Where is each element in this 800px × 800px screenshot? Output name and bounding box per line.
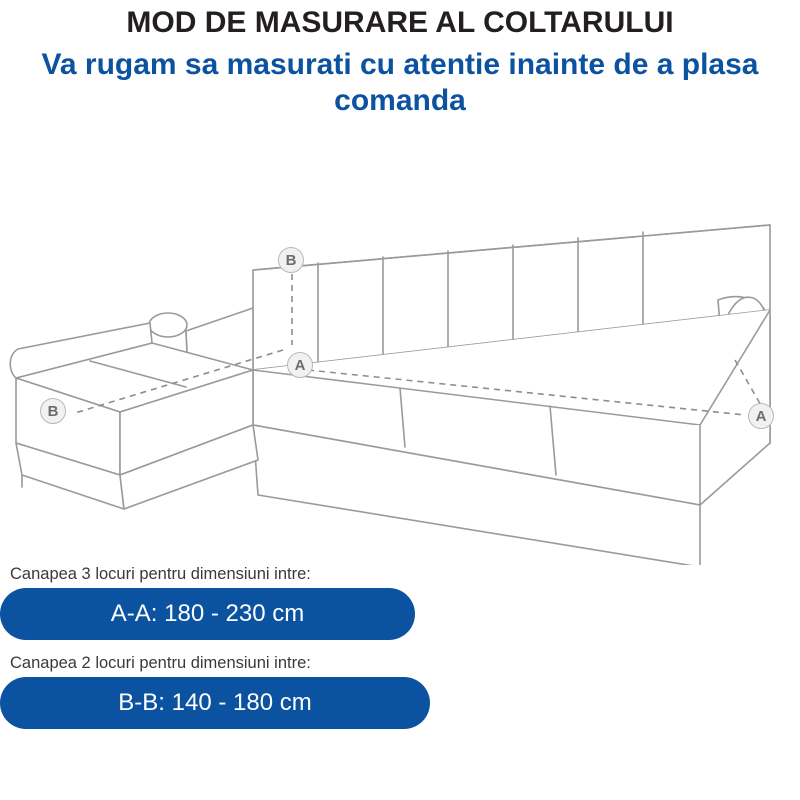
- badge-b-backrest: [278, 247, 304, 273]
- badge-label: B: [285, 251, 297, 269]
- pill-a-a: A-A: 180 - 230 cm: [0, 588, 415, 640]
- badge-label: A: [294, 356, 306, 374]
- badge-a-center: [287, 352, 313, 378]
- badge-b-chaise: [40, 398, 66, 424]
- sofa-diagram: [0, 175, 800, 565]
- page-subtitle: Va rugam sa masurati cu atentie inainte de a plasa comanda: [41, 47, 759, 118]
- caption-2-seats: Canapea 2 locuri pentru dimensiuni intre:: [10, 654, 311, 672]
- measurement-row-3-seats: [0, 565, 800, 640]
- sofa-illustration-svg: [0, 175, 800, 565]
- measurement-info: [0, 565, 800, 733]
- caption-3-seats: Canapea 3 locuri pentru dimensiuni intre:: [10, 565, 311, 583]
- page-title: MOD DE MASURARE AL COLTARULUI: [126, 6, 674, 39]
- badge-label: B: [47, 402, 59, 420]
- badge-label: A: [755, 407, 767, 425]
- pill-b-b: B-B: 140 - 180 cm: [0, 677, 430, 729]
- header: [0, 0, 800, 120]
- spacer: [0, 644, 800, 654]
- measurement-row-2-seats: [0, 654, 800, 729]
- badge-a-armrest: [748, 403, 774, 429]
